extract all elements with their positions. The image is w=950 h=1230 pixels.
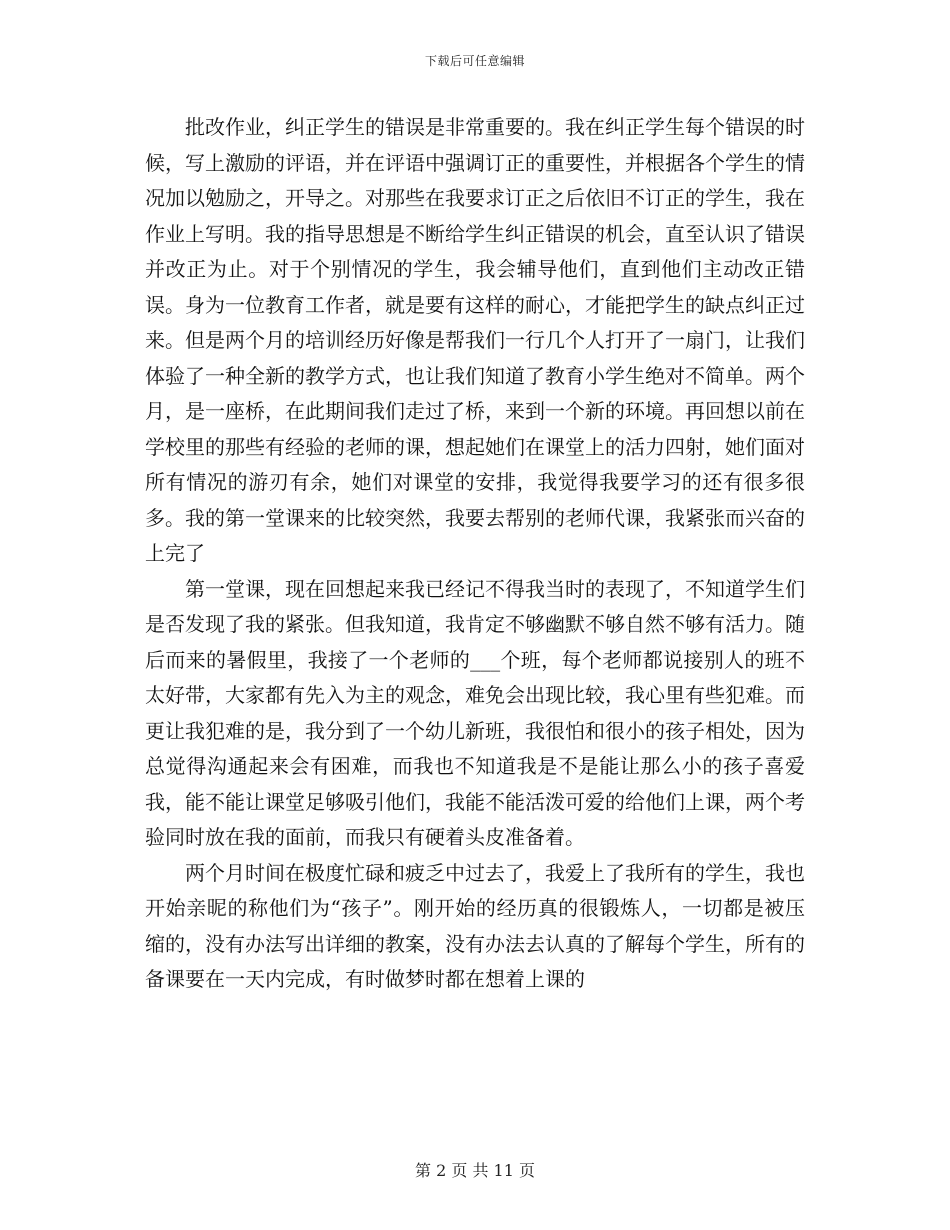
page-header: 下载后可任意编辑 bbox=[424, 54, 525, 68]
page-footer: 第 2 页 共 11 页 bbox=[415, 1161, 535, 1180]
body-paragraph: 批改作业，纠正学生的错误是非常重要的。我在纠正学生每个错误的时候，写上激励的评语，并在评语中强调订正的重要性，并根据各个学生的情况加以勉励之，开导之。对那些在我要求订正之后依旧不订正的学生，我在作业上写明。我的指导思想是不断给学生纠正错误的机会，直至认识了错误并改正为止。对于个别情况的学生，我会辅导他们，直到他们主动改正错误。身为一位教育工作者，就是要有这样的耐心，才能把学生的缺点纠正过来。但是两个月的培训经历好像是帮我们一行几个人打开了一扇门，让我们体验了一种全新的教学方式，也让我们知道了教育小学生绝对不简单。两个月，是一座桥，在此期间我们走过了桥，来到一个新的环境。再回想以前在学校里的那些有经验的老师的课，想起她们在课堂上的活力四射，她们面对所有情况的游刃有余，她们对课堂的安排，我觉得我要学习的还有很多很多。我的第一堂课来的比较突然，我要去帮别的老师代课，我紧张而兴奋的上完了 bbox=[145, 115, 805, 565]
document-body bbox=[145, 110, 805, 998]
body-paragraph: 第一堂课，现在回想起来我已经记不得我当时的表现了，不知道学生们是否发现了我的紧张。但我知道，我肯定不够幽默不够自然不够有活力。随后而来的暑假里，我接了一个老师的___个班，每个老师都说接别人的班不太好带，大家都有先入为主的观念，难免会出现比较，我心里有些犯难。而更让我犯难的是，我分到了一个幼儿新班，我很怕和很小的孩子相处，因为总觉得沟通起来会有困难，而我也不知道我是不是能让那么小的孩子喜爱我，能不能让课堂足够吸引他们，我能不能活泼可爱的给他们上课，两个考验同时放在我的面前，而我只有硬着头皮准备着。 bbox=[145, 576, 805, 849]
body-paragraph: 两个月时间在极度忙碌和疲乏中过去了，我爱上了我所有的学生，我也开始亲昵的称他们为“孩子”。刚开始的经历真的很锻炼人，一切都是被压缩的，没有办法写出详细的教案，没有办法去认真的了解每个学生，所有的备课要在一天内完成，有时做梦时都在想着上课的 bbox=[145, 860, 805, 991]
